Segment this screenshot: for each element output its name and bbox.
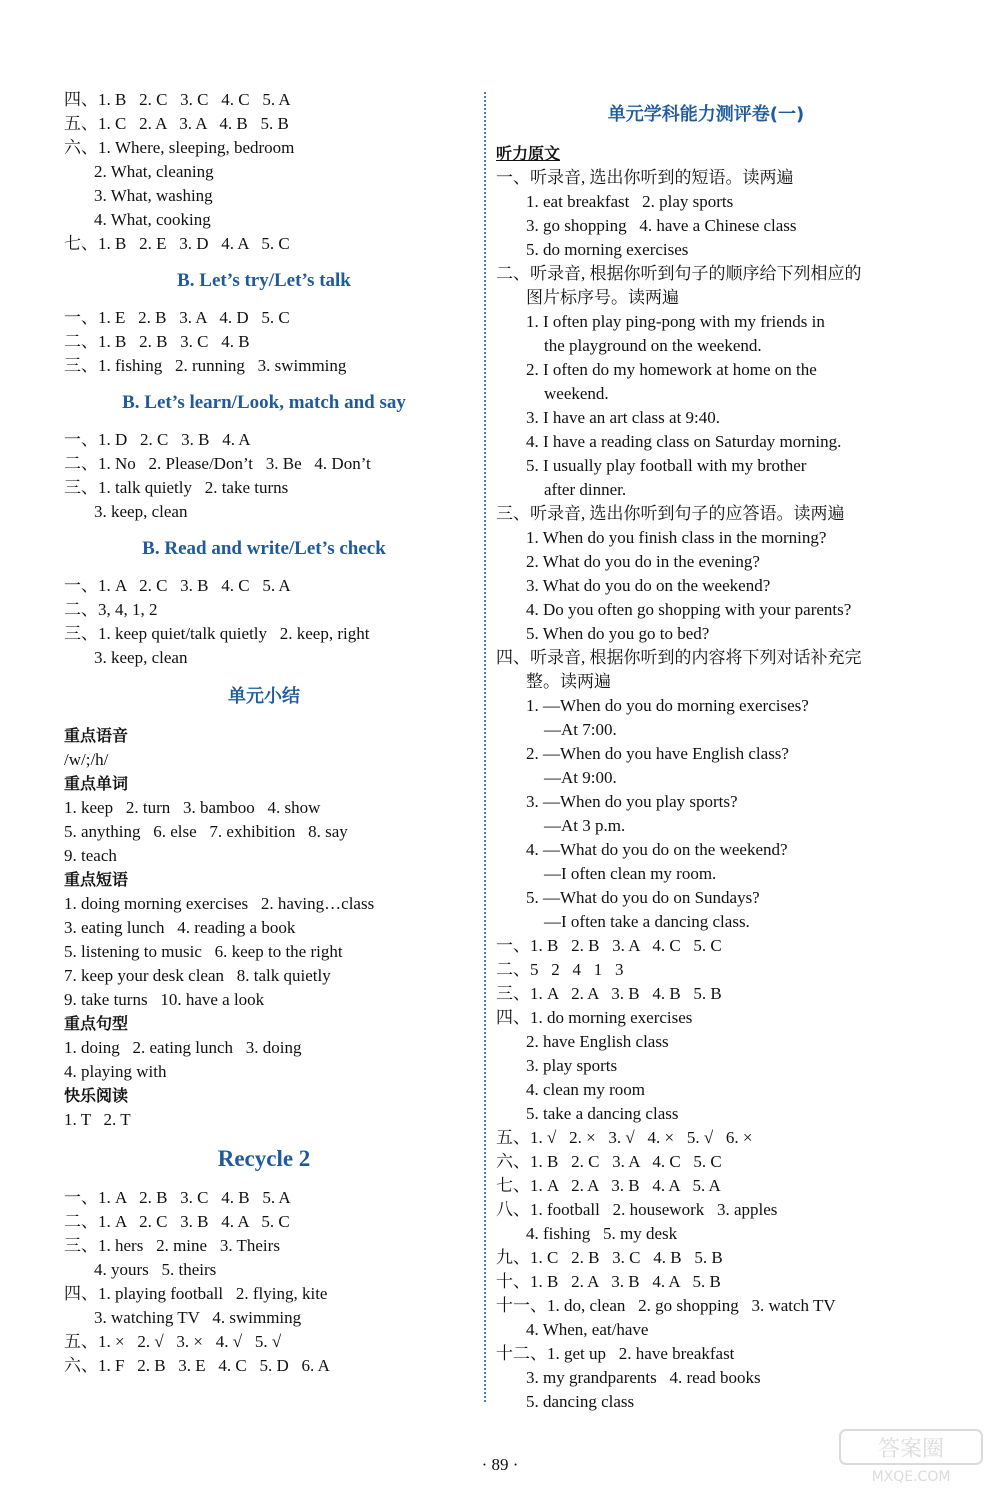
section-heading: B. Read and write/Let’s check — [142, 538, 386, 559]
answer-line: 十二、1. get up 2. have breakfast — [496, 1344, 735, 1363]
answer-line: 十一、1. do, clean 2. go shopping 3. watch TV — [496, 1296, 836, 1315]
answer-line-continued: the playground on the weekend. — [544, 336, 762, 355]
column-divider — [484, 92, 486, 1402]
answer-line: 3. eating lunch 4. reading a book — [64, 918, 296, 937]
answer-line-indented: 4. —What do you do on the weekend? — [526, 840, 788, 859]
answer-line: 三、听录音, 选出你听到句子的应答语。读两遍 — [496, 504, 845, 523]
answer-line: 一、1. E 2. B 3. A 4. D 5. C — [64, 308, 290, 327]
answer-line: /w/;/h/ — [64, 750, 109, 769]
answer-line-indented: 3. —When do you play sports? — [526, 792, 738, 811]
answer-line-indented: 1. I often play ping-pong with my friends in — [526, 312, 825, 331]
answer-line: 五、1. √ 2. × 3. √ 4. × 5. √ 6. × — [496, 1128, 753, 1147]
subsection-heading: 重点句型 — [64, 1014, 129, 1033]
answer-line: 1. doing morning exercises 2. having…class — [64, 894, 375, 913]
answer-line-indented: 3. play sports — [526, 1056, 618, 1075]
answer-line: 六、1. F 2. B 3. E 4. C 5. D 6. A — [64, 1356, 330, 1375]
answer-line: 三、1. hers 2. mine 3. Theirs — [64, 1236, 280, 1255]
answer-line-indented: 3. keep, clean — [94, 648, 188, 667]
answer-line-indented: 4. I have a reading class on Saturday morning. — [526, 432, 842, 451]
answer-line-indented: 3. watching TV 4. swimming — [94, 1308, 302, 1327]
answer-line-indented: 4. When, eat/have — [526, 1320, 649, 1339]
answer-line-continued: —I often take a dancing class. — [544, 912, 750, 931]
section-heading: 单元学科能力测评卷(一) — [607, 104, 805, 125]
answer-line-continued: —At 9:00. — [544, 768, 617, 787]
answer-line-indented: 3. I have an art class at 9:40. — [526, 408, 721, 427]
answer-line-continued: —At 3 p.m. — [544, 816, 626, 835]
answer-line-indented: 2. What, cleaning — [94, 162, 214, 181]
answer-line-indented: 5. dancing class — [526, 1392, 635, 1411]
subsection-heading: 重点短语 — [64, 870, 129, 889]
answer-line-indented: 2. —When do you have English class? — [526, 744, 789, 763]
answer-line-continued: —I often clean my room. — [544, 864, 717, 883]
answer-line: 五、1. C 2. A 3. A 4. B 5. B — [64, 114, 289, 133]
answer-line-indented: 5. I usually play football with my brother — [526, 456, 807, 475]
answer-line: 二、1. A 2. C 3. B 4. A 5. C — [64, 1212, 290, 1231]
left-column — [64, 88, 464, 1378]
answer-line: 二、1. No 2. Please/Don’t 3. Be 4. Don’t — [64, 454, 371, 473]
answer-line-indented: 3. What, washing — [94, 186, 213, 205]
answer-line: 二、3, 4, 1, 2 — [64, 600, 158, 619]
section-heading: 单元小结 — [228, 686, 300, 707]
answer-line-indented: 图片标序号。读两遍 — [526, 288, 679, 307]
page-number: · 89 · — [481, 1455, 519, 1474]
answer-line: 一、1. A 2. B 3. C 4. B 5. A — [64, 1188, 291, 1207]
section-heading: B. Let’s learn/Look, match and say — [122, 392, 406, 413]
answer-line-indented: 3. keep, clean — [94, 502, 188, 521]
right-column — [496, 88, 916, 1414]
answer-line: 4. playing with — [64, 1062, 167, 1081]
subsection-heading: 重点语音 — [64, 726, 129, 745]
answer-line: 7. keep your desk clean 8. talk quietly — [64, 966, 331, 985]
answer-line: 三、1. keep quiet/talk quietly 2. keep, right — [64, 624, 370, 643]
answer-line: 四、1. B 2. C 3. C 4. C 5. A — [64, 90, 291, 109]
answer-line: 5. listening to music 6. keep to the right — [64, 942, 343, 961]
answer-line-continued: —At 7:00. — [544, 720, 617, 739]
answer-line-indented: 1. When do you finish class in the morning? — [526, 528, 827, 547]
answer-line-indented: 5. do morning exercises — [526, 240, 689, 259]
answer-line: 四、1. playing football 2. flying, kite — [64, 1284, 328, 1303]
answer-line-continued: weekend. — [544, 384, 609, 403]
answer-line: 三、1. talk quietly 2. take turns — [64, 478, 289, 497]
answer-line: 四、1. do morning exercises — [496, 1008, 693, 1027]
answer-line: 二、听录音, 根据你听到句子的顺序给下列相应的 — [496, 264, 862, 283]
answer-line: 二、5 2 4 1 3 — [496, 960, 624, 979]
answer-line: 五、1. × 2. √ 3. × 4. √ 5. √ — [64, 1332, 282, 1351]
svg-text:MXQE.COM: MXQE.COM — [871, 1469, 951, 1485]
answer-line: 七、1. B 2. E 3. D 4. A 5. C — [64, 234, 290, 253]
answer-line-indented: 整。读两遍 — [526, 672, 611, 691]
answer-line-indented: 1. —When do you do morning exercises? — [526, 696, 809, 715]
section-heading: Recycle 2 — [217, 1146, 311, 1171]
subsection-heading: 重点单词 — [64, 774, 129, 793]
svg-text:答案圈: 答案圈 — [877, 1437, 945, 1462]
answer-line: 三、1. A 2. A 3. B 4. B 5. B — [496, 984, 722, 1003]
answer-line-indented: 4. fishing 5. my desk — [526, 1224, 678, 1243]
answer-line-indented: 4. clean my room — [526, 1080, 645, 1099]
answer-line-indented: 5. When do you go to bed? — [526, 624, 710, 643]
answer-line-indented: 2. have English class — [526, 1032, 669, 1051]
answer-line: 一、1. D 2. C 3. B 4. A — [64, 430, 251, 449]
answer-line: 四、听录音, 根据你听到的内容将下列对话补充完 — [496, 648, 862, 667]
answer-line-indented: 3. my grandparents 4. read books — [526, 1368, 761, 1387]
answer-line: 六、1. Where, sleeping, bedroom — [64, 138, 295, 157]
watermark-logo — [836, 1426, 986, 1486]
answer-line: 一、1. A 2. C 3. B 4. C 5. A — [64, 576, 291, 595]
answer-line-indented: 1. eat breakfast 2. play sports — [526, 192, 734, 211]
section-heading: B. Let’s try/Let’s talk — [177, 270, 351, 291]
answer-line-indented: 2. What do you do in the evening? — [526, 552, 760, 571]
answer-line-indented: 3. What do you do on the weekend? — [526, 576, 771, 595]
answer-line: 1. T 2. T — [64, 1110, 131, 1129]
answer-line: 5. anything 6. else 7. exhibition 8. say — [64, 822, 348, 841]
answer-line: 三、1. fishing 2. running 3. swimming — [64, 356, 347, 375]
answer-line: 二、1. B 2. B 3. C 4. B — [64, 332, 250, 351]
answer-line: 六、1. B 2. C 3. A 4. C 5. C — [496, 1152, 722, 1171]
answer-line: 十、1. B 2. A 3. B 4. A 5. B — [496, 1272, 721, 1291]
answer-line: 一、听录音, 选出你听到的短语。读两遍 — [496, 168, 794, 187]
answer-line: 九、1. C 2. B 3. C 4. B 5. B — [496, 1248, 723, 1267]
answer-line: 9. take turns 10. have a look — [64, 990, 265, 1009]
answer-line: 1. keep 2. turn 3. bamboo 4. show — [64, 798, 321, 817]
answer-line-indented: 2. I often do my homework at home on the — [526, 360, 817, 379]
answer-line-indented: 4. What, cooking — [94, 210, 211, 229]
answer-line: 1. doing 2. eating lunch 3. doing — [64, 1038, 302, 1057]
answer-line: 八、1. football 2. housework 3. apples — [496, 1200, 778, 1219]
answer-line: 七、1. A 2. A 3. B 4. A 5. A — [496, 1176, 721, 1195]
answer-line-indented: 4. yours 5. theirs — [94, 1260, 217, 1279]
answer-line-indented: 5. —What do you do on Sundays? — [526, 888, 760, 907]
answer-line: 一、1. B 2. B 3. A 4. C 5. C — [496, 936, 722, 955]
answer-line-indented: 4. Do you often go shopping with your parents? — [526, 600, 852, 619]
answer-line-indented: 5. take a dancing class — [526, 1104, 679, 1123]
answer-line-indented: 3. go shopping 4. have a Chinese class — [526, 216, 797, 235]
subsection-heading: 快乐阅读 — [64, 1086, 129, 1105]
subsection-heading: 听力原文 — [496, 144, 561, 163]
answer-line: 9. teach — [64, 846, 117, 865]
answer-line-continued: after dinner. — [544, 480, 627, 499]
